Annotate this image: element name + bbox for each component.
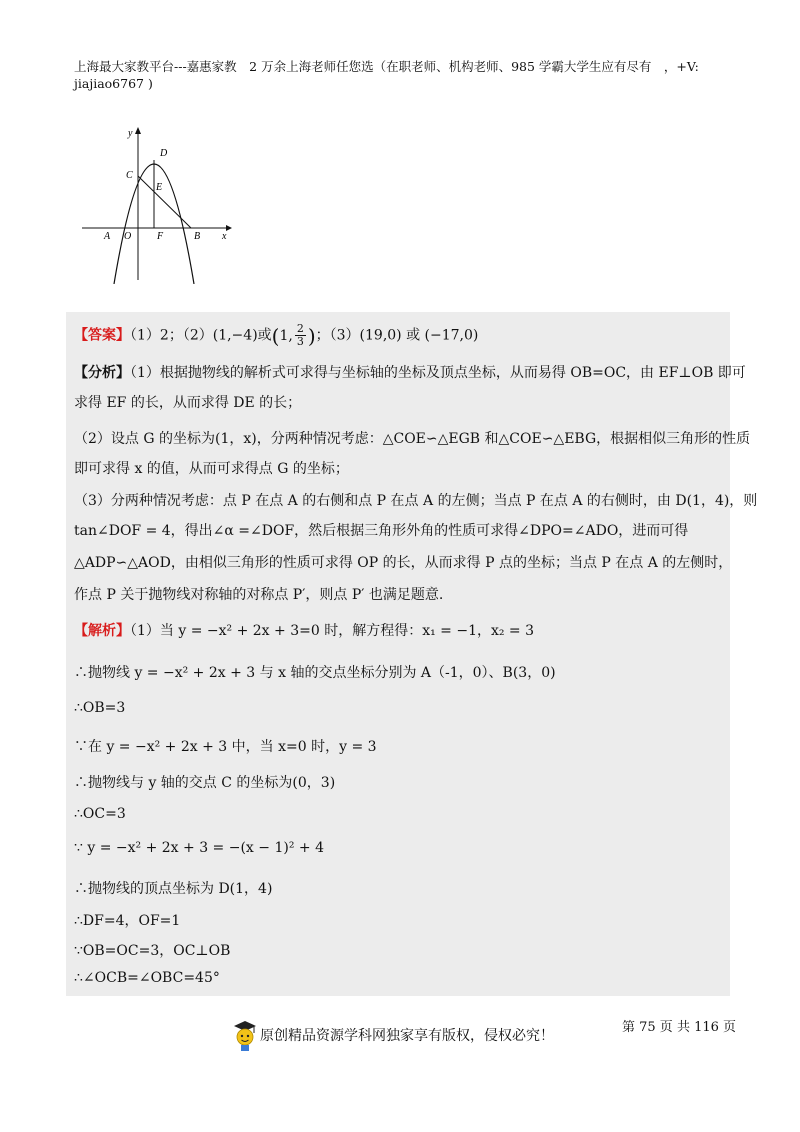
label-o: O <box>124 231 132 242</box>
label-d: D <box>160 148 168 159</box>
analysis-line-6: tan∠DOF = 4，得出∠α =∠DOF，然后根据三角形外角的性质可求得∠DPO=∠ADO，进而可得 <box>74 523 689 539</box>
answer-line <box>74 323 478 348</box>
parabola-figure <box>80 122 240 284</box>
page-number: 第 75 页 共 116 页 <box>622 1020 737 1035</box>
analysis-line-3: （2）设点 G 的坐标为(1，x)，分两种情况考虑：△COE∽△EGB 和△COE∽△EBG，根据相似三角形的性质 <box>74 431 751 447</box>
segment-cb <box>138 176 191 228</box>
answer-part-3: ；（3）(19,0) 或 (−17,0) <box>315 327 479 344</box>
copyright-note <box>232 1018 554 1052</box>
analysis-line-8: 作点 P 关于抛物线对称轴的对称点 P′，则点 P′ 也满足题意. <box>74 587 444 603</box>
label-b: B <box>194 231 201 242</box>
solution-line-1: 【解析】（1）当 y = −x² + 2x + 3=0 时，解方程得：x₁ = −1，x₂ = 3 <box>74 623 535 639</box>
x-axis-arrow <box>226 225 232 231</box>
solution-line-11: ∴∠OCB=∠OBC=45° <box>74 970 220 986</box>
solution-line-5: ∴抛物线与 y 轴的交点 C 的坐标为(0，3) <box>74 775 336 791</box>
solution-tag: 【解析】 <box>74 623 130 639</box>
solution-line-8: ∴抛物线的顶点坐标为 D(1，4) <box>74 881 273 897</box>
page-header <box>74 58 734 92</box>
solution-line-9: ∴DF=4，OF=1 <box>74 913 181 929</box>
solution-line-6: ∴OC=3 <box>74 806 126 822</box>
answer-tag: 【答案】 <box>74 327 130 344</box>
solution-line-3: ∴OB=3 <box>74 700 126 716</box>
solution-line-7: ∵ y = −x² + 2x + 3 = −(x − 1)² + 4 <box>74 840 324 856</box>
analysis-line-4: 即可求得 x 的值，从而可求得点 G 的坐标； <box>74 461 349 477</box>
solution-line-4: ∵在 y = −x² + 2x + 3 中，当 x=0 时，y = 3 <box>74 739 377 755</box>
analysis-line-7: △ADP∽△AOD，由相似三角形的性质可求得 OP 的长，从而求得 P 点的坐标；当点 P 在点 A 的左侧时， <box>74 555 733 571</box>
answer-point-2: ( 1, 2 3 ) <box>271 322 316 348</box>
header-line-1: 上海最大家教平台---嘉惠家教 2 万余上海老师任您选（在职老师、机构老师、985 学霸大学生应有尽有 ，+V: <box>74 59 699 74</box>
solution-line-10: ∵OB=OC=3，OC⊥OB <box>74 943 231 959</box>
analysis-line-5: （3）分两种情况考虑：点 P 在点 A 的右侧和点 P 在点 A 的左侧；当点 P 在点 A 的右侧时，由 D(1，4)，则 <box>74 493 758 509</box>
y-axis-arrow <box>135 127 141 134</box>
label-a: A <box>104 231 111 242</box>
header-line-2: jiajiao6767 ) <box>74 76 153 91</box>
label-c: C <box>126 170 133 181</box>
answer-or: 或 <box>257 327 272 344</box>
analysis-line-2: 求得 EF 的长，从而求得 DE 的长； <box>74 395 302 411</box>
graduate-mascot-icon <box>232 1018 258 1052</box>
answer-part-1: （1）2；（2） <box>130 327 213 344</box>
analysis-tag: 【分析】 <box>74 365 130 381</box>
label-y: y <box>128 128 133 139</box>
answer-point-1: (1,−4) <box>212 327 258 344</box>
label-x: x <box>222 231 227 242</box>
label-e: E <box>156 182 163 193</box>
label-f: F <box>157 231 164 242</box>
solution-line-2: ∴抛物线 y = −x² + 2x + 3 与 x 轴的交点坐标分别为 A（-1，0）、B(3，0) <box>74 665 556 681</box>
copyright-text: 原创精品资源学科网独家享有版权，侵权必究！ <box>260 1028 554 1044</box>
analysis-line-1: 【分析】（1）根据抛物线的解析式可求得与坐标轴的坐标及顶点坐标，从而易得 OB=OC，由 EF⊥OB 即可 <box>74 365 746 381</box>
